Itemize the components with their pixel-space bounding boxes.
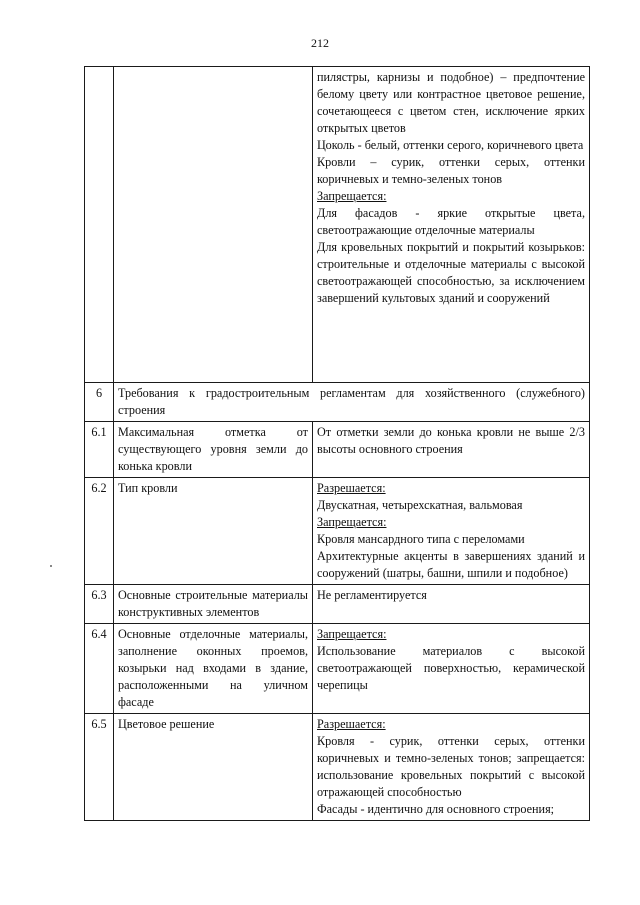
row-value-cell <box>313 585 590 624</box>
row-value-cell <box>313 714 590 821</box>
cell-heading: Запрещается: <box>317 515 387 529</box>
cell-paragraph: Двускатная, четырехскатная, вальмовая <box>317 498 523 512</box>
row-name-cell: Тип кровли <box>114 478 313 585</box>
row-number-cell: 6.5 <box>85 714 114 821</box>
cell-paragraph: Для кровельных покрытий и покрытий козырьков: строительные и отделочные материалы с высокой светоотражающей способностью, за исключением завершений культовых зданий и сооружений <box>317 240 585 305</box>
row-number-cell: 6.2 <box>85 478 114 585</box>
table-row <box>85 624 590 714</box>
cell-heading: Запрещается: <box>317 189 387 203</box>
scan-speck <box>50 565 52 567</box>
cell-paragraph: пилястры, карнизы и подобное) – предпочтение белому цвету или контрастное цветовое решение, сочетающееся с цветом стен, исключение ярких открытых цветов <box>317 70 585 135</box>
page-number: 212 <box>311 36 329 50</box>
regulations-table <box>84 66 590 821</box>
cell-paragraph: Кровли – сурик, оттенки серых, оттенки коричневых и темно-зеленых тонов <box>317 155 585 186</box>
row-name-cell: Цветовое решение <box>114 714 313 821</box>
cell-paragraph: Кровля мансардного типа с переломами <box>317 532 525 546</box>
cell-paragraph: Цоколь - белый, оттенки серого, коричневого цвета <box>317 138 584 152</box>
row-number-cell: 6.3 <box>85 585 114 624</box>
table-row-section-6 <box>85 383 590 422</box>
row-name-cell: Основные строительные материалы конструктивных элементов <box>114 585 313 624</box>
section-title: Требования к градостроительным регламентам для хозяйственного (служебного) строения <box>114 383 590 422</box>
row-name-cell <box>114 67 313 383</box>
table-row <box>85 585 590 624</box>
cell-paragraph: Кровля - сурик, оттенки серых, оттенки коричневых и темно-зеленых тонов; запрещается: использование кровельных покрытий с высокой отражающей способностью <box>317 734 585 799</box>
row-value-cell <box>313 478 590 585</box>
cell-paragraph: Не регламентируется <box>317 588 427 602</box>
table-row <box>85 422 590 478</box>
cell-paragraph: От отметки земли до конька кровли не выше 2/3 высоты основного строения <box>317 425 585 456</box>
row-value-cell <box>313 422 590 478</box>
cell-paragraph: Архитектурные акценты в завершениях зданий и сооружений (шатры, башни, шпили и подобное) <box>317 549 585 580</box>
cell-heading: Разрешается: <box>317 481 386 495</box>
cell-paragraph: Фасады - идентично для основного строения; <box>317 802 555 816</box>
row-value-cell <box>313 624 590 714</box>
table-row <box>85 714 590 821</box>
table-row <box>85 478 590 585</box>
row-number-cell: 6.1 <box>85 422 114 478</box>
cell-paragraph: Для фасадов - яркие открытые цвета, светоотражающие отделочные материалы <box>317 206 585 237</box>
row-value-cell <box>313 67 590 383</box>
row-number-cell <box>85 67 114 383</box>
cell-paragraph: Использование материалов с высокой светоотражающей поверхностью, керамической черепицы <box>317 644 585 692</box>
cell-heading: Запрещается: <box>317 627 387 641</box>
row-number-cell: 6.4 <box>85 624 114 714</box>
cell-heading: Разрешается: <box>317 717 386 731</box>
section-number: 6 <box>85 383 114 422</box>
table-row-continuation <box>85 67 590 383</box>
row-name-cell: Максимальная отметка от существующего уровня земли до конька кровли <box>114 422 313 478</box>
row-name-cell: Основные отделочные материалы, заполнение оконных проемов, козырьки над входами в здание, расположенными на уличном фасаде <box>114 624 313 714</box>
